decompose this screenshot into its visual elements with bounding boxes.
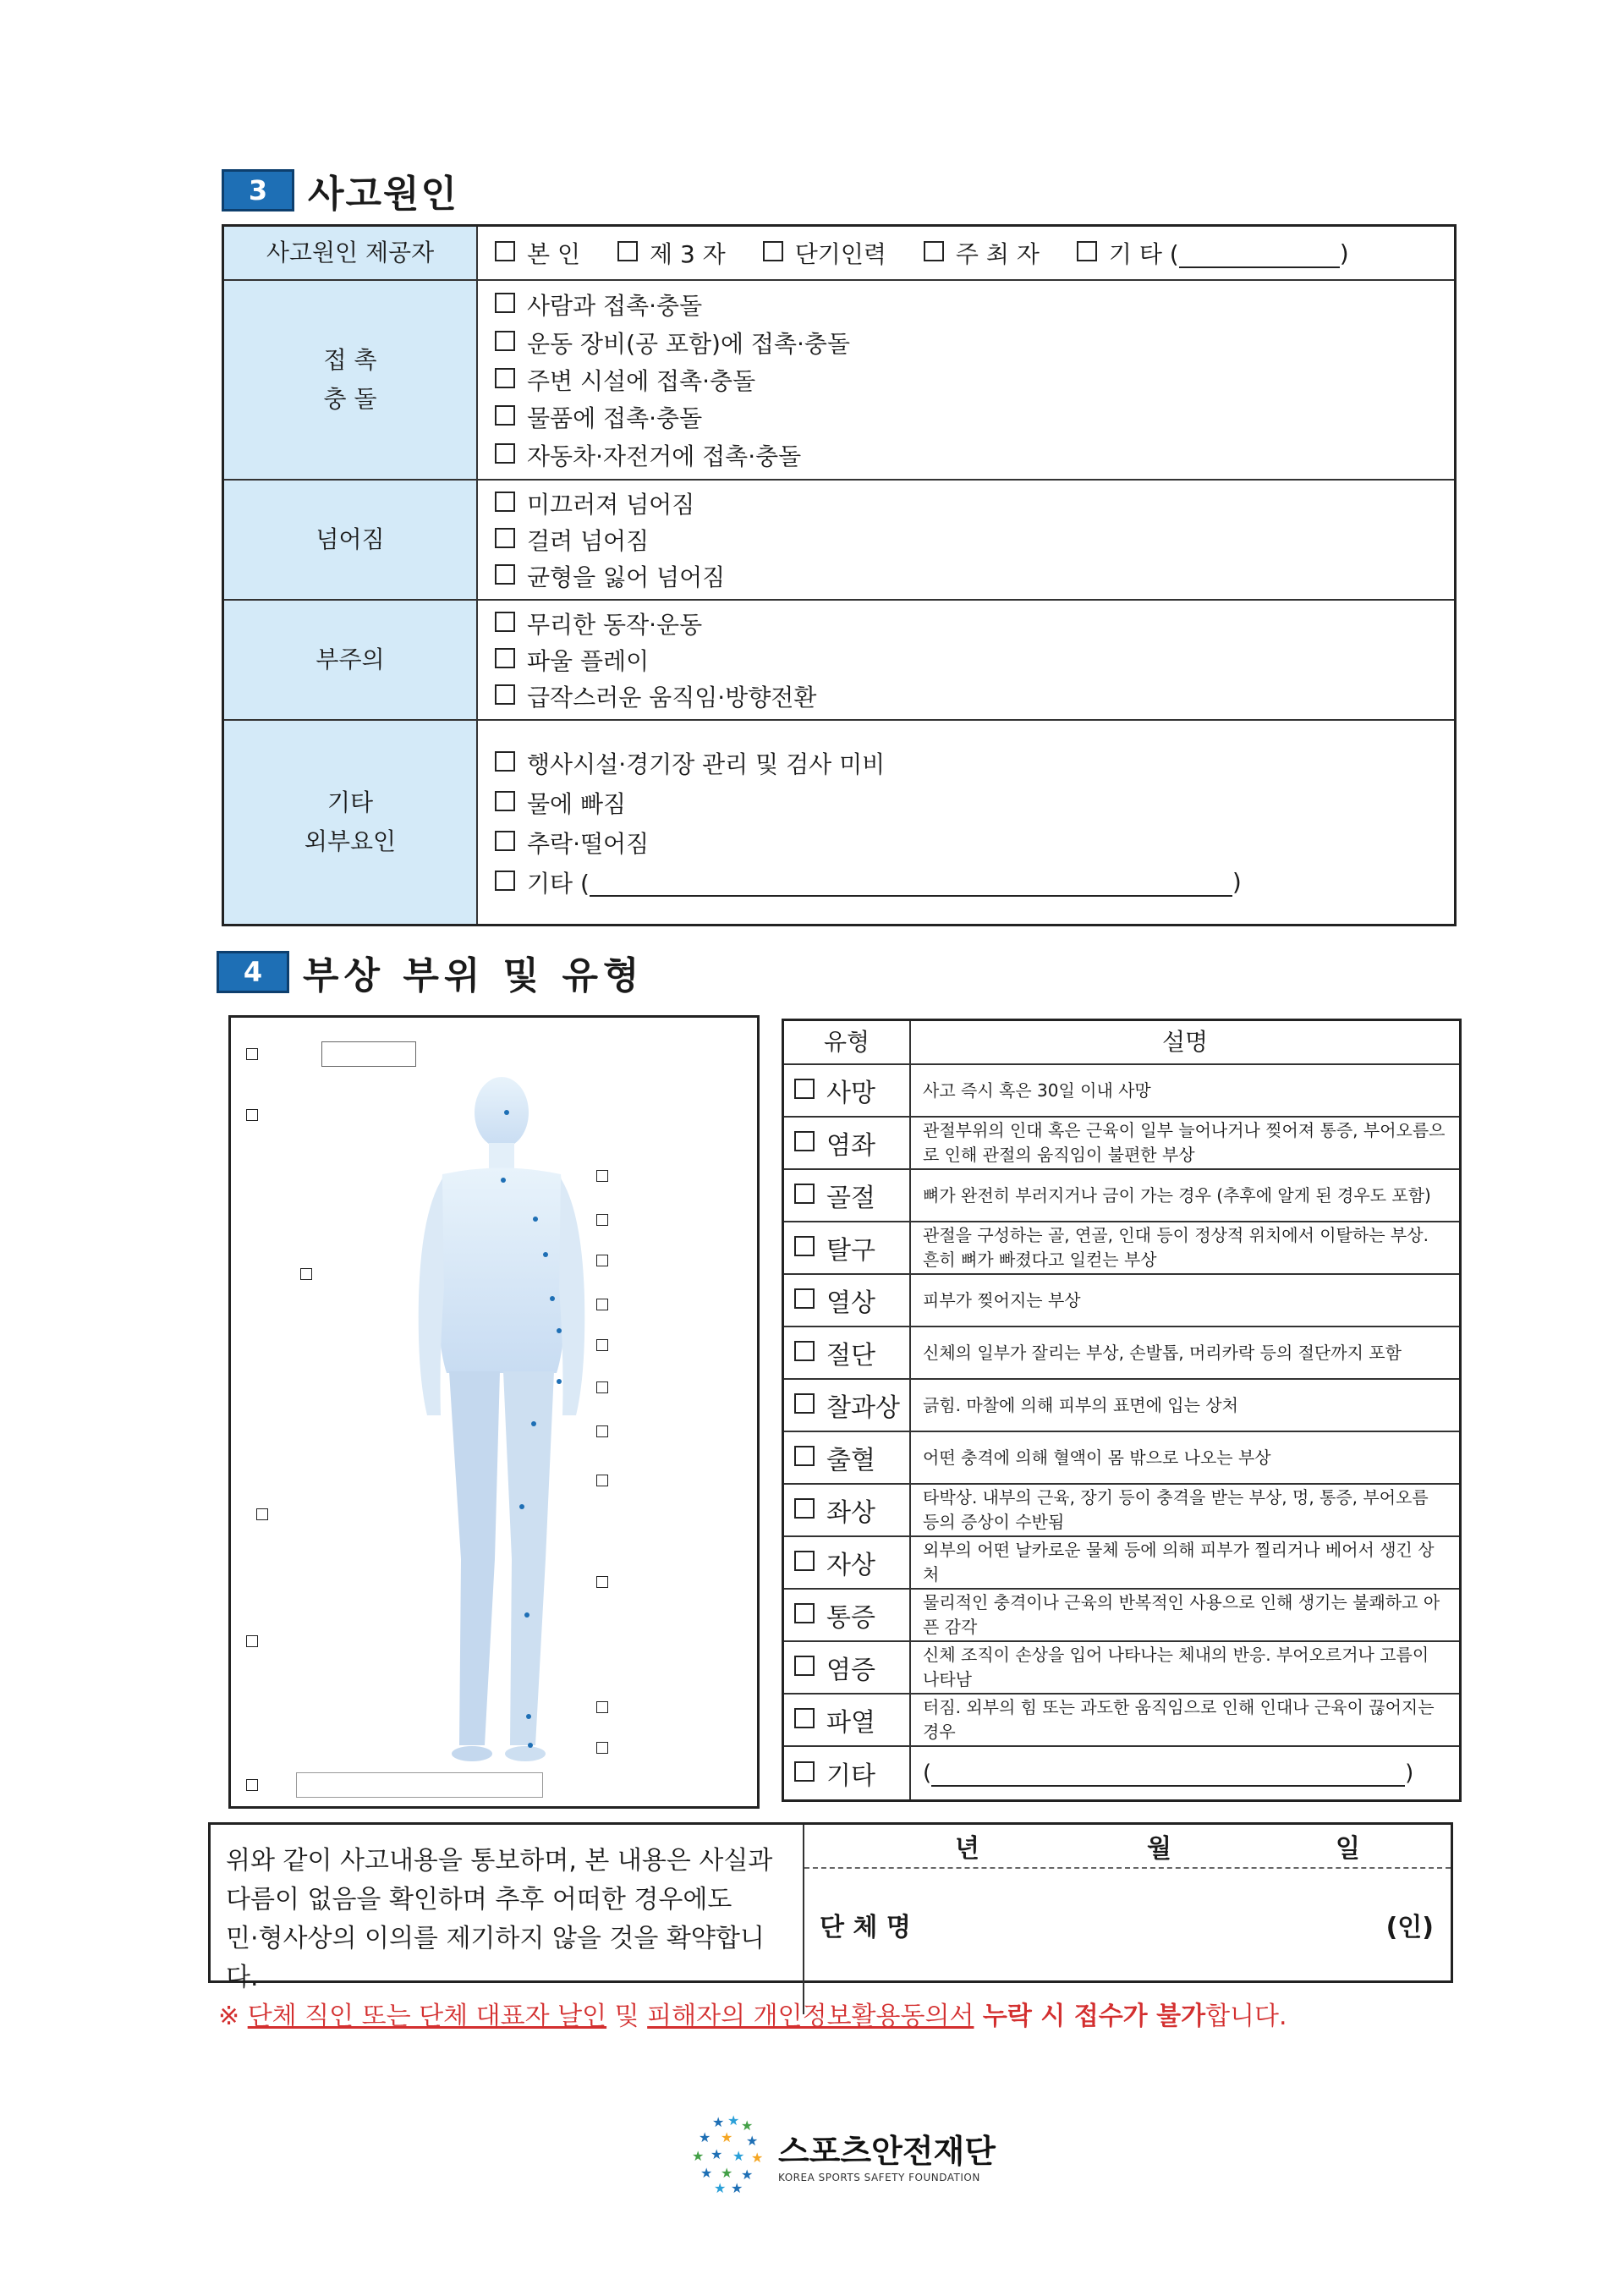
note-text: 및 — [606, 2002, 648, 2031]
svg-text:★: ★ — [751, 2150, 764, 2166]
injury-desc: 터짐. 외부의 힘 또는 과도한 움직임으로 인해 인대나 근육이 끊어지는 경우 — [911, 1695, 1459, 1747]
fall-options — [478, 479, 1454, 599]
checkbox[interactable] — [495, 241, 515, 261]
body-part-tag[interactable] — [596, 1701, 612, 1713]
checkbox[interactable] — [596, 1214, 608, 1226]
checkbox[interactable] — [246, 1048, 258, 1060]
injury-desc: 어떤 충격에 의해 혈액이 몸 밖으로 나오는 부상 — [911, 1432, 1459, 1485]
confirmation-statement — [211, 1825, 803, 2014]
checkbox[interactable] — [596, 1742, 608, 1754]
year-label: 년 — [955, 1834, 979, 1864]
injury-desc: 긁힘. 마찰에 의해 피부의 표면에 입는 상처 — [911, 1380, 1459, 1432]
injury-type[interactable]: 염좌 — [784, 1118, 911, 1170]
checkbox[interactable] — [495, 684, 515, 705]
injury-type[interactable]: 좌상 — [784, 1485, 911, 1537]
checkbox[interactable] — [596, 1425, 608, 1437]
body-part-tag[interactable] — [596, 1742, 612, 1754]
section-title: 부상 부위 및 유형 — [303, 954, 645, 997]
injury-type-table — [782, 1019, 1462, 1802]
injury-type[interactable]: 열상 — [784, 1275, 911, 1327]
checkbox[interactable] — [794, 1708, 815, 1728]
checkbox[interactable] — [794, 1551, 815, 1571]
provider-option[interactable]: 본 인 — [495, 236, 580, 270]
checkbox[interactable] — [763, 241, 783, 261]
injury-desc: 외부의 어떤 날카로운 물체 등에 의해 피부가 찔리거나 베어서 생긴 상처 — [911, 1537, 1459, 1590]
body-part-tag[interactable] — [596, 1381, 612, 1393]
column-header-desc: 설명 — [911, 1021, 1459, 1065]
external-factor-label: 기타 외부요인 — [224, 719, 478, 924]
injury-type[interactable]: 파열 — [784, 1695, 911, 1747]
cause-option[interactable]: 운동 장비(공 포함)에 접촉·충돌 — [495, 323, 1437, 360]
column-header-type: 유형 — [784, 1021, 911, 1065]
human-body-figure — [231, 1018, 762, 1811]
cause-option[interactable]: 균형을 잃어 넘어짐 — [495, 558, 1437, 594]
month-label: 월 — [1147, 1834, 1171, 1864]
accident-cause-table — [222, 224, 1457, 926]
body-part-diagram — [228, 1015, 760, 1809]
cause-option[interactable]: 추락·떨어짐 — [495, 822, 1437, 862]
svg-text:★: ★ — [746, 2133, 759, 2149]
svg-text:★: ★ — [727, 2113, 740, 2128]
signature-area — [803, 1825, 1451, 2014]
checkbox[interactable] — [495, 492, 515, 512]
body-part-tag[interactable] — [596, 1576, 612, 1588]
checkbox[interactable] — [794, 1184, 815, 1204]
statement-line: 민·형사상의 이의를 제기하지 않을 것을 확약합니다. — [226, 1924, 765, 1992]
svg-text:★: ★ — [699, 2129, 711, 2145]
checkbox[interactable] — [495, 871, 515, 891]
checkbox[interactable] — [794, 1288, 815, 1309]
body-part-tag[interactable] — [596, 1255, 612, 1266]
cause-option[interactable]: 물품에 접촉·충돌 — [495, 398, 1437, 436]
checkbox[interactable] — [794, 1498, 815, 1519]
injury-desc-other[interactable]: ( ) — [923, 1760, 1414, 1786]
checkbox[interactable] — [495, 831, 515, 851]
checkbox[interactable] — [794, 1236, 815, 1256]
provider-label: 사고원인 제공자 — [224, 227, 478, 279]
body-part-tag[interactable] — [246, 1109, 262, 1121]
body-part-tag[interactable] — [596, 1214, 612, 1226]
body-part-tag[interactable] — [596, 1425, 612, 1437]
carelessness-options — [478, 599, 1454, 719]
injury-desc: 물리적인 충격이나 근육의 반복적인 사용으로 인해 생기는 불쾌하고 아픈 감각 — [911, 1590, 1459, 1642]
injury-desc: 뼈가 완전히 부러지거나 금이 가는 경우 (추후에 알게 된 경우도 포함) — [911, 1170, 1459, 1222]
injury-type-other[interactable]: 기타 — [784, 1747, 911, 1799]
cause-option[interactable]: 걸려 넘어짐 — [495, 522, 1437, 558]
section4-heading — [217, 949, 644, 995]
injury-type[interactable]: 사망 — [784, 1065, 911, 1118]
date-field[interactable] — [804, 1825, 1451, 1869]
section-title: 사고원인 — [308, 173, 459, 216]
seal-mark: (인) — [1385, 1913, 1434, 1942]
carelessness-label: 부주의 — [224, 599, 478, 719]
checkbox[interactable] — [794, 1079, 815, 1099]
cause-option[interactable]: 급작스러운 움직임·방향전환 — [495, 678, 1437, 714]
body-part-tag[interactable] — [596, 1339, 612, 1351]
injury-desc: 타박상. 내부의 근육, 장기 등이 충격을 받는 부상, 멍, 통증, 부어오름 등의 증상이 수반됨 — [911, 1485, 1459, 1537]
body-part-tag[interactable] — [256, 1508, 272, 1520]
checkbox[interactable] — [495, 648, 515, 668]
contact-collision-options — [478, 279, 1454, 479]
checkbox[interactable] — [1077, 241, 1097, 261]
injury-type[interactable]: 염증 — [784, 1642, 911, 1695]
cause-option[interactable]: 무리한 동작·운동 — [495, 606, 1437, 642]
body-part-tag[interactable] — [596, 1299, 612, 1310]
injury-desc: 관절을 구성하는 골, 연골, 인대 등이 정상적 위치에서 이탈하는 부상. 흔히 뼈가 빠졌다고 일컫는 부상 — [911, 1222, 1459, 1275]
checkbox[interactable] — [495, 443, 515, 464]
injury-type[interactable]: 골절 — [784, 1170, 911, 1222]
checkbox[interactable] — [794, 1603, 815, 1623]
cause-option[interactable]: 사람과 접촉·충돌 — [495, 286, 1437, 323]
checkbox[interactable] — [794, 1131, 815, 1151]
other-input-line[interactable] — [931, 1760, 1405, 1787]
injury-type[interactable]: 절단 — [784, 1327, 911, 1380]
svg-text:★: ★ — [741, 2167, 754, 2183]
checkbox[interactable] — [246, 1635, 258, 1647]
body-part-tag[interactable] — [246, 1772, 543, 1798]
checkbox[interactable] — [794, 1341, 815, 1361]
cause-option[interactable]: 행사시설·경기장 관리 및 검사 미비 — [495, 743, 1437, 783]
stars-logo-icon — [687, 2113, 768, 2194]
confirmation-box — [208, 1822, 1453, 1992]
body-part-tag[interactable] — [596, 1170, 612, 1182]
body-part-tag[interactable] — [596, 1475, 612, 1486]
checkbox[interactable] — [495, 331, 515, 351]
foundation-logo — [687, 2113, 996, 2194]
checkbox[interactable] — [924, 241, 944, 261]
svg-text:★: ★ — [721, 2129, 733, 2145]
provider-option[interactable]: 단기인력 — [763, 236, 886, 270]
note-consent-requirement: 피해자의 개인정보활용동의서 — [647, 2002, 974, 2031]
injury-type[interactable]: 찰과상 — [784, 1380, 911, 1432]
checkbox[interactable] — [794, 1761, 815, 1782]
svg-text:★: ★ — [741, 2117, 754, 2134]
checkbox[interactable] — [794, 1393, 815, 1414]
injury-type[interactable]: 탈구 — [784, 1222, 911, 1275]
svg-text:★: ★ — [692, 2148, 705, 2164]
svg-text:★: ★ — [700, 2165, 713, 2181]
submission-note — [218, 1995, 1287, 2032]
svg-text:★: ★ — [731, 2180, 743, 2194]
svg-text:★: ★ — [732, 2148, 745, 2164]
injury-type[interactable]: 자상 — [784, 1537, 911, 1590]
external-factor-options — [478, 719, 1454, 924]
note-text: 합니다. — [1205, 2002, 1287, 2031]
cause-option[interactable]: 자동차·자전거에 접촉·충돌 — [495, 437, 1437, 474]
checkbox[interactable] — [246, 1779, 258, 1791]
checkbox[interactable] — [596, 1255, 608, 1266]
contact-collision-label: 접 촉 충 돌 — [224, 279, 478, 479]
checkbox[interactable] — [596, 1475, 608, 1486]
checkbox[interactable] — [495, 405, 515, 426]
checkbox[interactable] — [495, 564, 515, 585]
checkbox[interactable] — [256, 1508, 268, 1520]
injury-desc: 피부가 찢어지는 부상 — [911, 1275, 1459, 1327]
svg-text:★: ★ — [710, 2146, 723, 2162]
checkbox[interactable] — [495, 368, 515, 388]
day-label: 일 — [1336, 1834, 1360, 1864]
injury-desc: 신체 조직이 손상을 입어 나타나는 체내의 반응. 부어오르거나 고름이 나타남 — [911, 1642, 1459, 1695]
note-seal-requirement: 단체 직인 또는 단체 대표자 날인 — [247, 2002, 607, 2031]
fall-label: 넘어짐 — [224, 479, 478, 599]
injury-type[interactable]: 통증 — [784, 1590, 911, 1642]
injury-desc: 사고 즉시 혹은 30일 이내 사망 — [911, 1065, 1459, 1118]
cause-option[interactable]: 파울 플레이 — [495, 642, 1437, 678]
provider-options — [478, 227, 1454, 279]
statement-line: 위와 같이 사고내용을 통보하며, 본 내용은 사실과 — [226, 1846, 773, 1876]
checkbox[interactable] — [617, 241, 638, 261]
cause-option[interactable]: 미끄러져 넘어짐 — [495, 486, 1437, 522]
injury-type[interactable]: 출혈 — [784, 1432, 911, 1485]
checkbox[interactable] — [596, 1299, 608, 1310]
checkbox[interactable] — [495, 751, 515, 772]
body-part-tag[interactable] — [246, 1635, 262, 1647]
checkbox[interactable] — [596, 1339, 608, 1351]
svg-text:★: ★ — [712, 2114, 725, 2130]
note-mark: ※ — [218, 2002, 240, 2031]
org-label: 단 체 명 — [820, 1913, 911, 1942]
svg-text:★: ★ — [714, 2180, 727, 2194]
foundation-name: 스포츠안전재단 — [778, 2132, 996, 2170]
other-input-line[interactable] — [1179, 239, 1340, 268]
provider-option-other[interactable]: 기 타 ( ) — [1077, 236, 1349, 270]
checkbox[interactable] — [794, 1656, 815, 1676]
checkbox[interactable] — [596, 1576, 608, 1588]
organization-field[interactable] — [820, 1906, 1434, 1943]
section-number: 3 — [222, 169, 294, 211]
checkbox[interactable] — [300, 1268, 312, 1280]
body-part-tag[interactable] — [300, 1268, 316, 1280]
other-input-line[interactable] — [590, 867, 1232, 897]
checkbox[interactable] — [495, 791, 515, 811]
injury-desc: 신체의 일부가 잘리는 부상, 손발톱, 머리카락 등의 절단까지 포함 — [911, 1327, 1459, 1380]
checkbox[interactable] — [596, 1701, 608, 1713]
injury-desc: 관절부위의 인대 혹은 근육이 일부 늘어나거나 찢어져 통증, 부어오름으로 인해 관절의 움직임이 불편한 부상 — [911, 1118, 1459, 1170]
statement-line: 다름이 없음을 확인하며 추후 어떠한 경우에도 — [226, 1885, 732, 1914]
checkbox[interactable] — [495, 612, 515, 632]
checkbox[interactable] — [495, 293, 515, 313]
checkbox[interactable] — [596, 1170, 608, 1182]
checkbox[interactable] — [246, 1109, 258, 1121]
section-number: 4 — [217, 951, 289, 993]
note-warning: 누락 시 접수가 불가 — [974, 2002, 1206, 2031]
provider-option[interactable]: 주 최 자 — [924, 236, 1040, 270]
section3-heading — [222, 168, 459, 216]
body-part-tag[interactable] — [246, 1041, 416, 1067]
cause-option-other[interactable]: 기타 ( ) — [495, 862, 1437, 902]
foundation-subtitle: KOREA SPORTS SAFETY FOUNDATION — [778, 2171, 980, 2183]
checkbox[interactable] — [495, 528, 515, 548]
provider-option[interactable]: 제 3 자 — [617, 236, 726, 270]
svg-text:★: ★ — [721, 2165, 733, 2181]
cause-option[interactable]: 주변 시설에 접촉·충돌 — [495, 361, 1437, 398]
checkbox[interactable] — [794, 1446, 815, 1466]
checkbox[interactable] — [596, 1381, 608, 1393]
cause-option[interactable]: 물에 빠짐 — [495, 783, 1437, 822]
